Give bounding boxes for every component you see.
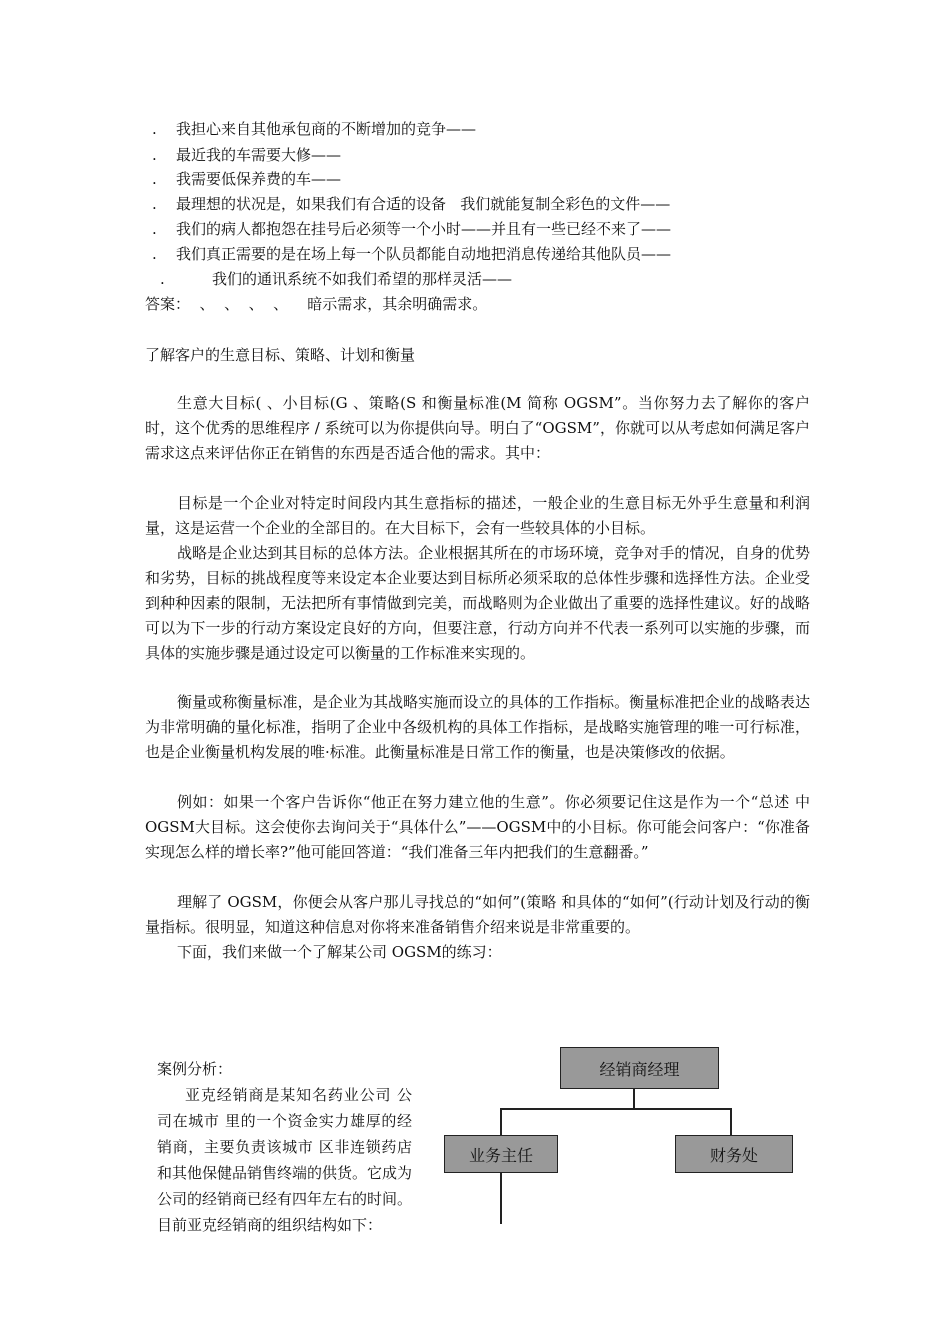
bullet-marker: . <box>152 170 157 188</box>
org-box-manager: 经销商经理 <box>560 1047 719 1089</box>
connector-line <box>500 1108 732 1110</box>
paragraph-exercise: 下面，我们来做一个了解某公司 OGSM的练习： <box>177 943 502 961</box>
connector-line <box>633 1088 635 1109</box>
bullet-marker: . <box>160 270 165 288</box>
org-box-finance: 财务处 <box>675 1135 793 1173</box>
connector-line <box>500 1172 502 1224</box>
section-title: 了解客户的生意目标、策略、计划和衡量 <box>145 346 416 364</box>
paragraph-example: 例如：如果一个客户告诉你“他正在努力建立他的生意”。你必须要记住这是作为一个“总述 中OGSM大目标。这会使你去询问关于“具体什么”——OGSM中的小目标。你可能会问客户：“你准备实现怎么样的增长率?”他可能回答道：“我们准备三年内把我们的生意翻番。” <box>145 793 810 861</box>
bullet-marker: . <box>152 120 157 138</box>
bullet-item: . 最近我的车需要大修—— <box>152 146 342 164</box>
bullet-item: . 我们真正需要的是在场上每一个队员都能自动地把消息传递给其他队员—— <box>152 245 672 263</box>
bullet-marker: . <box>152 245 157 263</box>
paragraph-ogsm-intro: 生意大目标( 、小目标(G 、策略(S 和衡量标准(M 简称 OGSM”。当你努力去了解你的客户时，这个优秀的思维程序 / 系统可以为你提供向导。明白了“OGSM”，你就可以从考虑如何满足客户需求这点来评估你正在销售的东西是否适合他的需求。其中： <box>145 394 810 462</box>
connector-line <box>500 1108 502 1135</box>
paragraph-understanding: 理解了 OGSM，你便会从客户那儿寻找总的“如何”(策略 和具体的“如何”(行动计划及行动的衡量指标。很明显，知道这种信息对你将来准备销售介绍来说是非常重要的。 <box>145 893 810 936</box>
bullet-marker: . <box>152 146 157 164</box>
bullet-item: . 我们的通讯系统不如我们希望的那样灵活—— <box>160 270 513 288</box>
bullet-marker: . <box>152 195 157 213</box>
case-title: 案例分析： <box>157 1060 233 1078</box>
paragraph-objective: 目标是一个企业对特定时间段内其生意指标的描述，一般企业的生意目标无外乎生意量和利润量，这是运营一个企业的全部目的。在大目标下，会有一些较具体的小目标。 <box>145 494 810 537</box>
case-body: 亚克经销商是某知名药业公司 公司在城市 里的一个资金实力雄厚的经销商，主要负责该城市 区非连锁药店和其他保健品销售终端的供货。它成为 公司的经销商已经有四年左右的时间。目前亚克经销商的组织结构如下： <box>157 1086 413 1234</box>
org-box-business-supervisor: 业务主任 <box>444 1135 558 1173</box>
case-analysis <box>157 1056 412 1238</box>
bullet-item: . 最理想的状况是，如果我们有合适的设备 我们就能复制全彩色的文件—— <box>152 195 671 213</box>
answer-line: 答案： 、 、 、 、 暗示需求，其余明确需求。 <box>145 295 488 313</box>
bullet-marker: . <box>152 220 157 238</box>
connector-line <box>730 1108 732 1135</box>
bullet-item: . 我们的病人都抱怨在挂号后必须等一个小时——并且有一些已经不来了—— <box>152 220 672 238</box>
bullet-item: . 我需要低保养费的车—— <box>152 170 342 188</box>
paragraph-strategy: 战略是企业达到其目标的总体方法。企业根据其所在的市场环境，竞争对手的情况，自身的优势和劣势，目标的挑战程度等来设定本企业要达到目标所必须采取的总体性步骤和选择性方法。企业受到种种因素的限制，无法把所有事情做到完美，而战略则为企业做出了重要的选择性建议。好的战略可以为下一步的行动方案设定良好的方向，但要注意，行动方向并不代表一系列可以实施的步骤，而具体的实施步骤是通过设定可以衡量的工作标准来实现的。 <box>145 544 810 662</box>
paragraph-measure: 衡量或称衡量标准，是企业为其战略实施而设立的具体的工作指标。衡量标准把企业的战略表达为非常明确的量化标准，指明了企业中各级机构的具体工作指标，是战略实施管理的唯一可行标准，也是企业衡量机构发展的唯·标准。此衡量标准是日常工作的衡量，也是决策修改的依据。 <box>145 693 810 761</box>
bullet-item: . 我担心来自其他承包商的不断增加的竞争—— <box>152 120 477 138</box>
